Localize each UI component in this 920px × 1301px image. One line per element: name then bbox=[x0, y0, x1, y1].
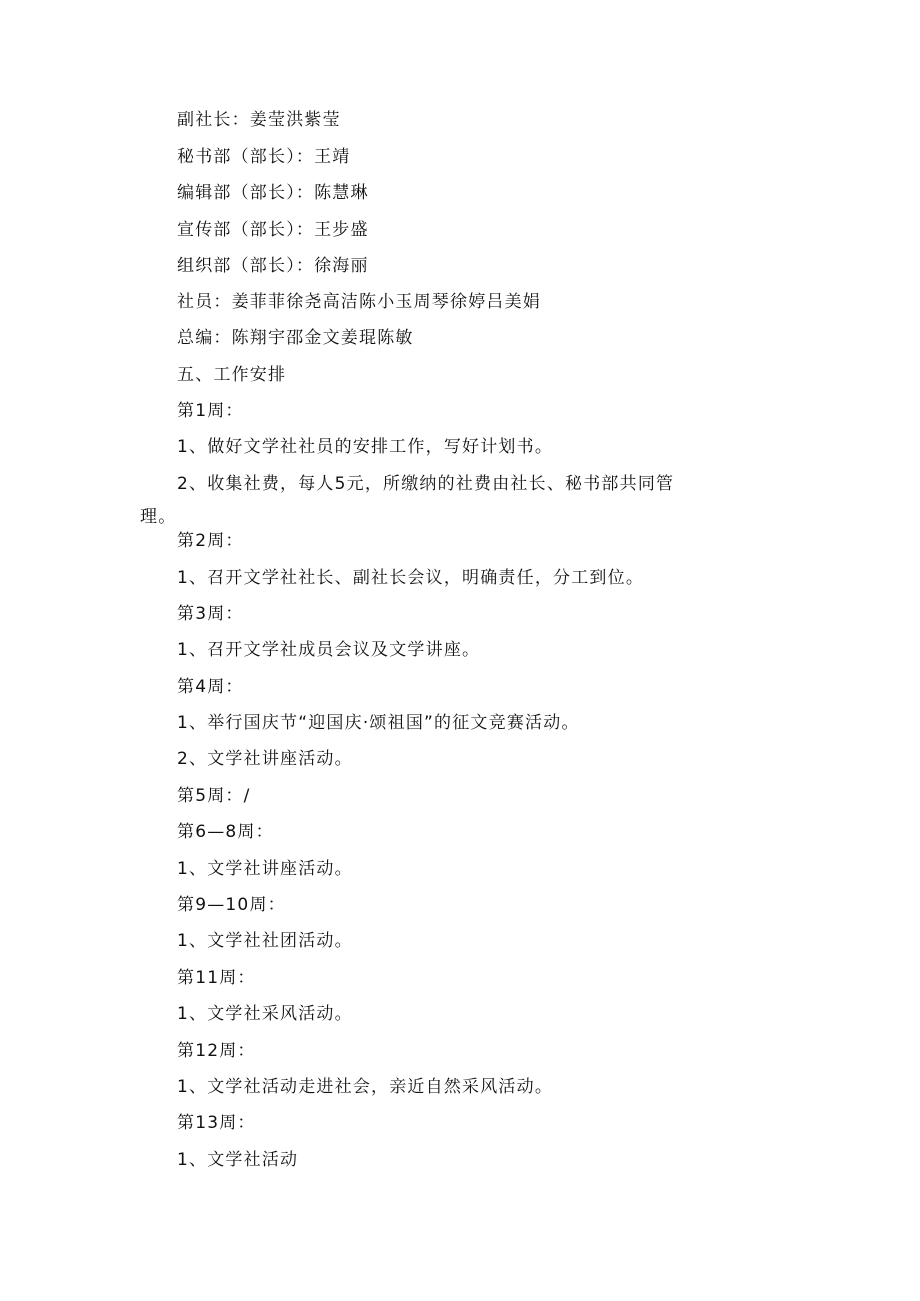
week-heading: 第9—10周： bbox=[177, 895, 286, 915]
text-line: 编辑部（部长）：陈慧琳 bbox=[177, 183, 369, 203]
text-line: 1、文学社采风活动。 bbox=[177, 1004, 353, 1024]
text-line: 1、举行国庆节“迎国庆·颂祖国”的征文竞赛活动。 bbox=[177, 713, 580, 733]
text-line: 1、文学社社团活动。 bbox=[177, 931, 353, 951]
text-line: 总编：陈翔宇邵金文姜琨陈敏 bbox=[177, 328, 414, 348]
week-heading: 第13周： bbox=[177, 1113, 256, 1133]
week-heading: 第5周：/ bbox=[177, 786, 251, 806]
text-line: 社员：姜菲菲徐尧高洁陈小玉周琴徐婷吕美娟 bbox=[177, 292, 541, 312]
text-line: 2、文学社讲座活动。 bbox=[177, 749, 353, 769]
text-line: 1、文学社活动 bbox=[177, 1150, 299, 1170]
week-heading: 第11周： bbox=[177, 968, 256, 988]
text-line: 组织部（部长）：徐海丽 bbox=[177, 256, 369, 276]
week-heading: 第4周： bbox=[177, 677, 244, 697]
week-heading: 第1周： bbox=[177, 401, 244, 421]
section-heading: 五、工作安排 bbox=[177, 365, 287, 385]
text-line: 副社长：姜莹洪紫莹 bbox=[177, 110, 341, 130]
week-heading: 第6—8周： bbox=[177, 822, 274, 842]
text-line-continuation: 理。 bbox=[140, 507, 177, 527]
text-line: 1、做好文学社社员的安排工作，写好计划书。 bbox=[177, 437, 554, 457]
text-line: 秘书部（部长）：王靖 bbox=[177, 147, 351, 167]
text-line: 宣传部（部长）：王步盛 bbox=[177, 220, 369, 240]
text-line: 1、召开文学社社长、副社长会议，明确责任，分工到位。 bbox=[177, 568, 645, 588]
text-line: 1、召开文学社成员会议及文学讲座。 bbox=[177, 640, 481, 660]
week-heading: 第12周： bbox=[177, 1041, 256, 1061]
text-line: 1、文学社活动走进社会，亲近自然采风活动。 bbox=[177, 1077, 554, 1097]
week-heading: 第3周： bbox=[177, 604, 244, 624]
text-line: 2、收集社费，每人5元，所缴纳的社费由社长、秘书部共同管 bbox=[177, 474, 675, 494]
text-line: 1、文学社讲座活动。 bbox=[177, 859, 353, 879]
week-heading: 第2周： bbox=[177, 531, 244, 551]
